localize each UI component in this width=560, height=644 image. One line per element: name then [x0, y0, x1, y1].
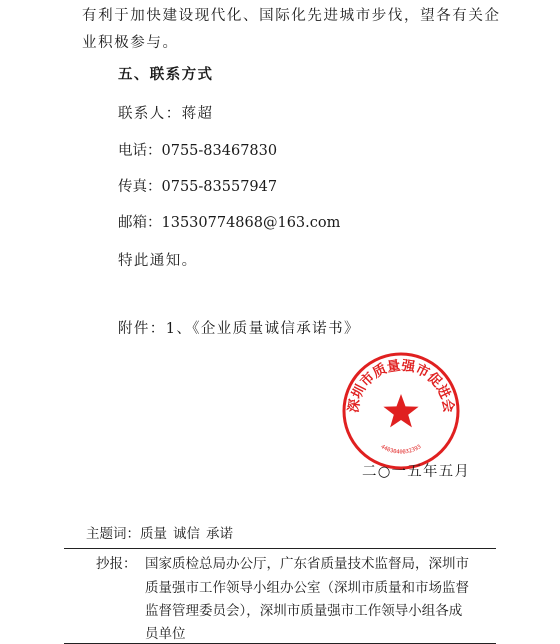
closing-text: 特此通知。 [118, 253, 198, 269]
cc-line: 员单位 [145, 626, 186, 642]
contact-person: 联系人：蒋超 [118, 106, 214, 122]
keywords-label: 主题词： [86, 526, 140, 542]
body-paragraph-line: 有利于加快建设现代化、国际化先进城市步伐，望各有关企 [82, 8, 501, 24]
contact-email: 邮箱：13530774868@163.com [118, 215, 341, 231]
seal-star-icon [383, 394, 418, 427]
cc-line: 国家质检总局办公厅，广东省质量技术监督局，深圳市 [145, 556, 469, 572]
seal-serial: 4403040032393 [379, 443, 423, 456]
keywords-row [86, 524, 233, 544]
keyword: 质量 [140, 526, 167, 542]
contact-fax: 传真：0755-83557947 [118, 179, 278, 195]
seal-org-name: 深圳市质量强市促进会 [345, 357, 457, 414]
section-heading: 五、联系方式 [118, 66, 214, 83]
keyword: 诚信 [173, 526, 200, 542]
cc-label: 抄报： [96, 556, 137, 572]
cc-line: 质量强市工作领导小组办公室（深圳市质量和市场监督 [145, 580, 469, 596]
signature-date: 二○一五年五月 [362, 464, 471, 480]
attachment-line: 附件：1、《企业质量诚信承诺书》 [118, 321, 360, 337]
body-paragraph-line: 业积极参与。 [82, 35, 179, 51]
cc-line: 监督管理委员会），深圳市质量强市工作领导小组各成 [145, 603, 463, 619]
keyword: 承诺 [206, 526, 233, 542]
contact-phone: 电话：0755-83467830 [118, 143, 278, 159]
official-seal [340, 350, 462, 472]
footer-divider [64, 548, 496, 549]
